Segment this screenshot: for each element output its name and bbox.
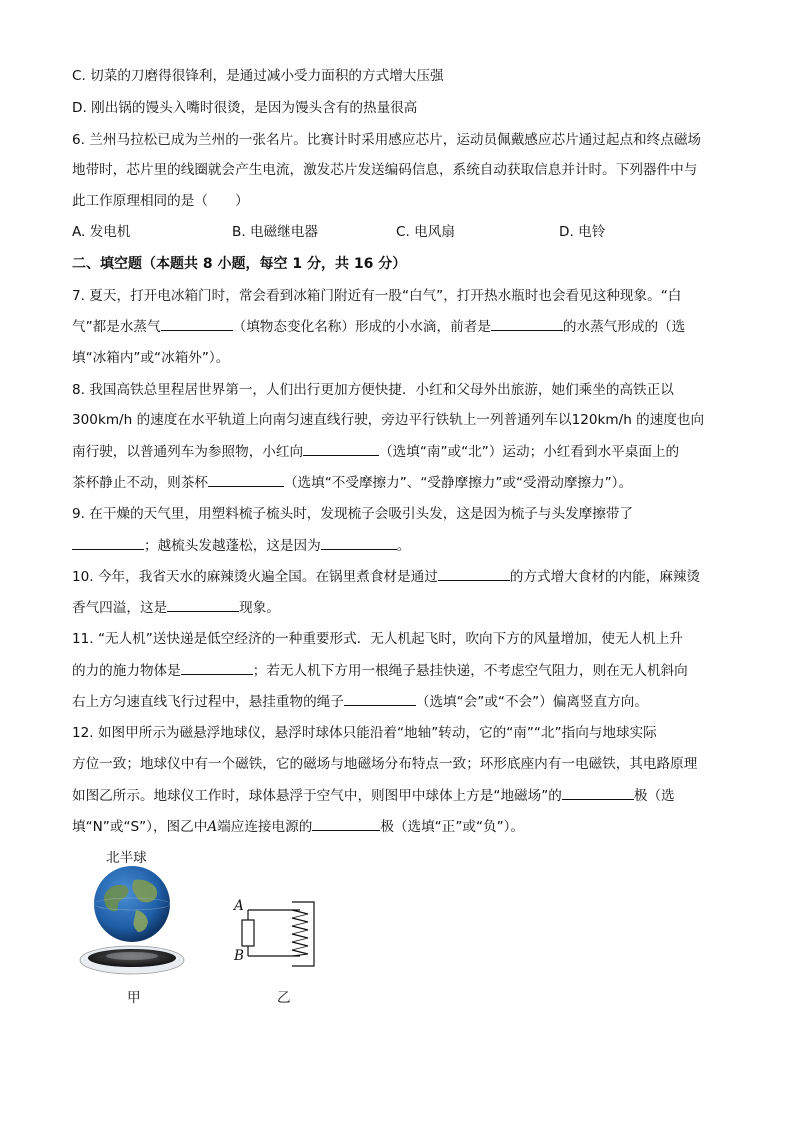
figure-label-yi: 乙 (277, 990, 291, 1006)
q9-line2 (72, 535, 410, 556)
q6-option-a: A. 发电机 (72, 224, 131, 240)
q8-text-c: 茶杯静止不动，则茶杯 (72, 475, 208, 491)
q6-stem-line2: 地带时，芯片里的线圈就会产生电流，激发芯片发送编码信息，系统自动获取信息并计时。下列器件中与 (72, 162, 698, 178)
q8-blank-1[interactable] (303, 441, 379, 456)
q7-line2 (72, 316, 685, 337)
q7-text-a: 气”都是水蒸气 (72, 319, 161, 335)
q10-blank-1[interactable] (438, 566, 510, 581)
q10-text-d: 现象。 (239, 600, 280, 616)
q6-stem-line1: 6. 兰州马拉松已成为兰州的一张名片。比赛计时采用感应芯片，运动员佩戴感应芯片通过起点和终点磁场 (72, 132, 702, 148)
q12-blank-1[interactable] (562, 785, 634, 800)
q11-text-b: ；若无人机下方用一根绳子悬挂快递，不考虑空气阻力，则在无人机斜向 (252, 663, 688, 679)
q7-text-b: （填物态变化名称）形成的小水滴，前者是 (232, 319, 491, 335)
terminal-a-label: A (234, 898, 244, 914)
q11-blank-2[interactable] (344, 691, 416, 706)
q9-blank-1[interactable] (72, 535, 144, 550)
terminal-b-label: B (234, 948, 244, 964)
q12-line4 (72, 816, 524, 837)
q6-stem-line3: 此工作原理相同的是（ ） (72, 193, 249, 209)
q8-text-b: （选填“南”或“北”）运动；小红看到水平桌面上的 (379, 444, 680, 460)
q12-text-d: 端应连接电源的 (217, 819, 313, 835)
q11-line1: 11. “无人机”送快递是低空经济的一种重要形式．无人机起飞时，吹向下方的风量增加，使无人机上升 (72, 631, 683, 647)
q10-line2 (72, 597, 280, 618)
q11-text-d: （选填“会”或“不会”）偏离竖直方向。 (415, 694, 648, 710)
q12-text-b: 极（选 (633, 788, 675, 804)
q10-blank-2[interactable] (167, 597, 239, 612)
q12-line2: 方位一致；地球仪中有一个磁铁，它的磁场与地磁场分布特点一致；环形底座内有一电磁铁，其电路原理 (72, 756, 698, 772)
q9-text-a: ；越梳头发越蓬松，这是因为 (144, 538, 321, 554)
q11-line3 (72, 691, 648, 712)
figure-label-jia: 甲 (127, 990, 141, 1006)
q8-line4 (72, 472, 632, 493)
q8-line2: 300km/h 的速度在水平轨道上向南匀速直线行驶，旁边平行铁轨上一列普通列车以120km/h 的速度也向 (72, 412, 705, 428)
section-title: 二、填空题（本题共 8 小题，每空 1 分，共 16 分） (72, 256, 407, 272)
q9-text-b: 。 (396, 538, 411, 554)
q10-text-a: 10. 今年，我省天水的麻辣烫火遍全国。在锅里煮食材是通过 (72, 569, 438, 585)
q8-text-d: （选填“不受摩擦力”、“受静摩擦力”或“受滑动摩擦力”）。 (283, 475, 633, 491)
q12-blank-2[interactable] (312, 816, 380, 831)
q8-line3 (72, 441, 679, 462)
q8-blank-2[interactable] (208, 472, 284, 487)
q12-line1: 12. 如图甲所示为磁悬浮地球仪，悬浮时球体只能沿着“地轴”转动，它的“南”“北”指向与地球实际 (72, 725, 657, 741)
q11-line2 (72, 660, 688, 681)
globe-figure (76, 862, 188, 982)
q7-line3: 填“冰箱内”或“冰箱外”）。 (72, 350, 230, 366)
q8-line1: 8. 我国高铁总里程居世界第一，人们出行更加方便快捷．小红和父母外出旅游，她们乘坐的高铁正以 (72, 382, 674, 398)
q10-text-c: 香气四溢，这是 (72, 600, 168, 616)
q11-text-a: 的力的施力物体是 (72, 663, 181, 679)
q7-blank-2[interactable] (491, 316, 563, 331)
q10-text-b: 的方式增大食材的内能，麻辣烫 (509, 569, 701, 585)
q12-text-e: 极（选填“正”或“负”）。 (380, 819, 525, 835)
q8-text-a: 南行驶，以普通列车为参照物，小红向 (72, 444, 304, 460)
globe-base-shine (106, 952, 158, 960)
q12-line3 (72, 785, 675, 806)
q12-text-a: 如图乙所示。地球仪工作时，球体悬浮于空气中，则图甲中球体上方是“地磁场”的 (72, 788, 562, 804)
q6-option-c: C. 电风扇 (396, 224, 455, 240)
q5-option-c: C. 切菜的刀磨得很锋利，是通过减小受力面积的方式增大压强 (72, 68, 444, 84)
q12-terminal-a: A (207, 819, 218, 835)
q6-option-b: B. 电磁继电器 (232, 224, 318, 240)
q5-option-d: D. 刚出锅的馒头入嘴时很烫，是因为馒头含有的热量很高 (72, 100, 418, 116)
q9-blank-2[interactable] (321, 535, 397, 550)
q6-option-d: D. 电铃 (559, 224, 606, 240)
q12-text-c: 填“N”或“S”），图乙中 (72, 819, 208, 835)
q11-blank-1[interactable] (181, 660, 253, 675)
globe-caption: 北半球 (106, 850, 147, 866)
resistor (242, 920, 254, 946)
q10-line1 (72, 566, 700, 587)
q7-blank-1[interactable] (161, 316, 233, 331)
q9-line1: 9. 在干燥的天气里，用塑料梳子梳头时，发现梳子会吸引头发，这是因为梳子与头发摩擦带了 (72, 506, 634, 522)
q7-line1: 7. 夏天，打开电冰箱门时，常会看到冰箱门附近有一股“白气”，打开热水瓶时也会看见这种现象。“白 (72, 288, 682, 304)
q11-text-c: 右上方匀速直线飞行过程中，悬挂重物的绳子 (72, 694, 344, 710)
q7-text-c: 的水蒸气形成的（选 (562, 319, 686, 335)
